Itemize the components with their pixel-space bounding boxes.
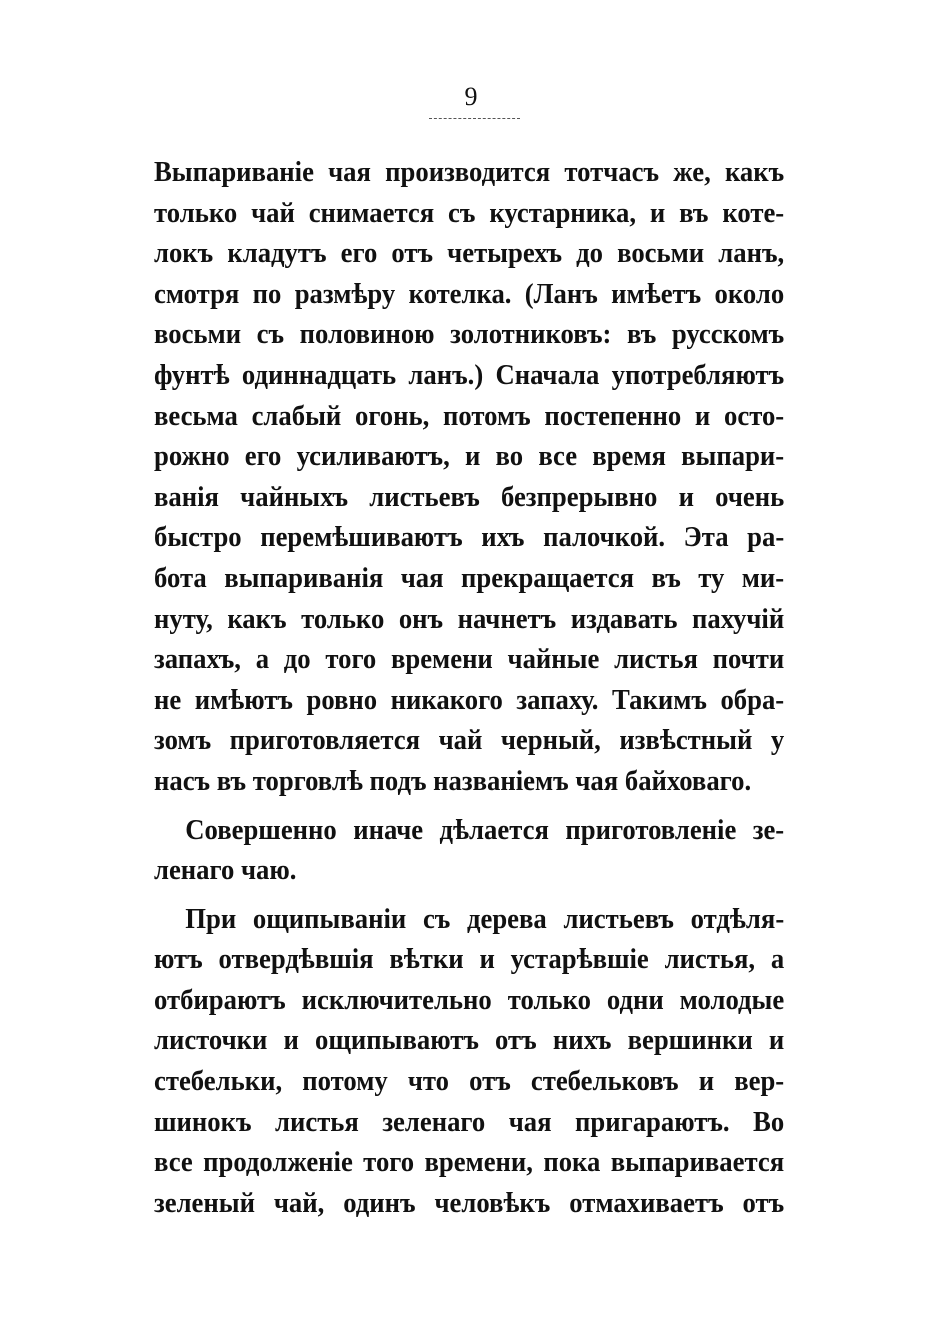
- body-text: [154, 152, 784, 1223]
- text-line: отбираютъ исключительно только одни молодые: [154, 983, 785, 1016]
- text-line: рожно его усиливаютъ, и во все время выпари-: [154, 440, 785, 473]
- text-line: бота выпариванія чая прекращается въ ту ми-: [154, 561, 785, 594]
- paragraph-3: [154, 899, 784, 1224]
- text-line: фунтѣ одиннадцать ланъ.) Сначала употребляютъ: [154, 358, 785, 391]
- text-line: быстро перемѣшиваютъ ихъ палочкой. Эта ра-: [154, 521, 785, 554]
- text-line: запахъ, а до того времени чайные листья почти: [154, 643, 785, 676]
- paragraph-gap: [154, 802, 784, 810]
- text-line: только чай снимается съ кустарника, и въ коте-: [154, 196, 785, 229]
- text-line: все продолженіе того времени, пока выпаривается: [154, 1146, 785, 1179]
- text-line: насъ въ торговлѣ подъ названіемъ чая байховаго.: [154, 764, 752, 797]
- header-rule: [429, 118, 520, 119]
- text-line: Выпариванie чая производится тотчасъ же, какъ: [154, 156, 785, 188]
- text-line: При ощипываніи съ дерева листьевъ отдѣля-: [185, 902, 785, 935]
- text-line: локъ кладутъ его отъ четырехъ до восьми ланъ,: [154, 237, 785, 270]
- text-line: шинокъ листья зеленаго чая пригараютъ. Во: [154, 1105, 785, 1138]
- text-line: ванія чайныхъ листьевъ безпрерывно и очень: [154, 480, 785, 513]
- text-line: весьма слабый огонь, потомъ постепенно и осто-: [154, 399, 785, 432]
- paragraph-1: [154, 152, 784, 802]
- text-line: смотря по размѣру котелка. (Ланъ имѣетъ около: [154, 277, 785, 310]
- text-line: не имѣютъ ровно никакого запаху. Такимъ обра-: [154, 683, 785, 716]
- text-line: зеленый чай, одинъ человѣкъ отмахиваетъ отъ: [154, 1186, 785, 1219]
- text-line: ленаго чаю.: [154, 854, 297, 887]
- paragraph-gap: [154, 891, 784, 899]
- paragraph-2: [154, 810, 784, 891]
- text-line: листочки и ощипываютъ отъ нихъ вершинки и: [154, 1024, 785, 1057]
- text-line: нуту, какъ только онъ начнетъ издавать пахучій: [154, 602, 785, 635]
- text-line: ютъ отвердѣвшія вѣтки и устарѣвшіе листья, а: [154, 943, 785, 976]
- page-number: 9: [464, 82, 478, 111]
- text-line: зомъ приготовляется чай черный, извѣстный у: [154, 724, 785, 757]
- text-line: стебельки, потому что отъ стебельковъ и вер-: [154, 1065, 785, 1098]
- text-line: Совершенно иначе дѣлается приготовленіе зе-: [185, 813, 785, 846]
- text-line: восьми съ половиною золотниковъ: въ русскомъ: [154, 318, 785, 351]
